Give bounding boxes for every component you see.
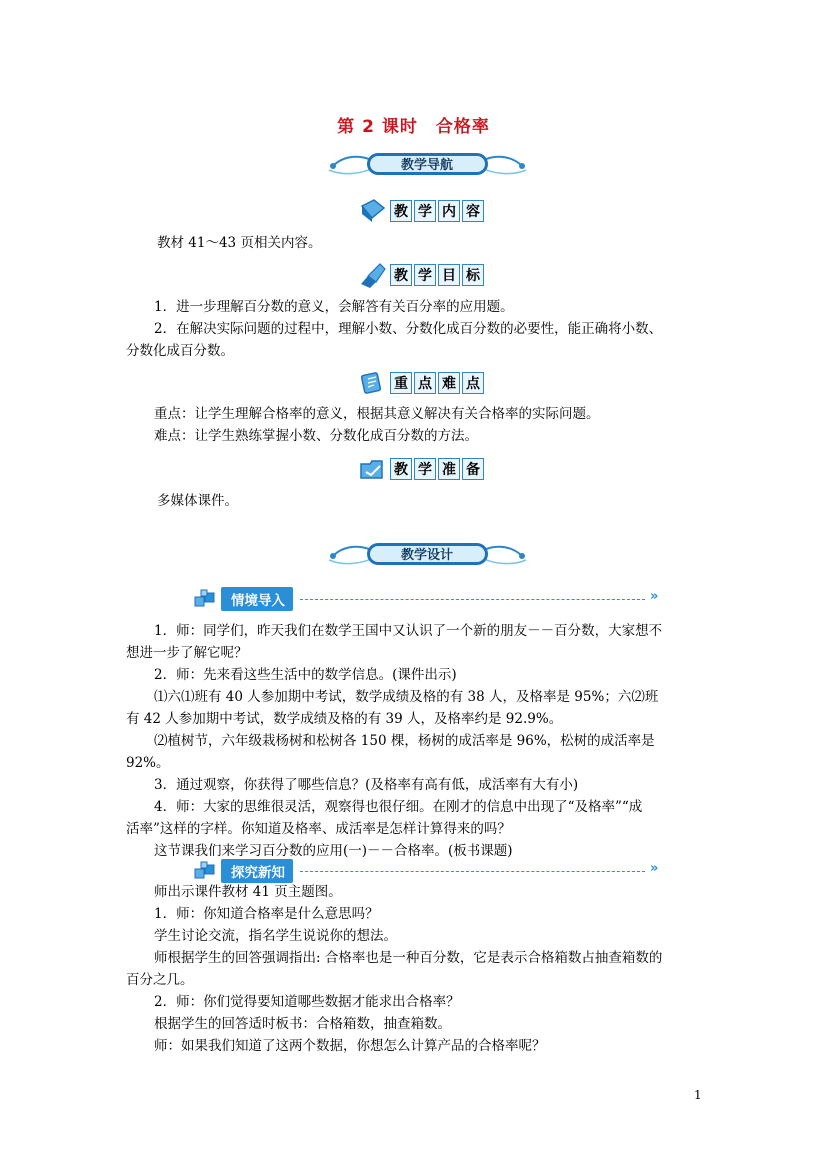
arrow-icon: » bbox=[650, 589, 659, 604]
explore-line: 百分之几。 bbox=[126, 972, 194, 988]
head-char: 点 bbox=[462, 372, 484, 394]
section-head-keypoints bbox=[358, 370, 486, 396]
explore-line: 学生讨论交流，指名学生说说你的想法。 bbox=[154, 928, 397, 944]
intro-line: 想进一步了解它呢？ bbox=[126, 645, 248, 661]
head-char: 教 bbox=[390, 458, 412, 480]
head-char: 难 bbox=[438, 372, 460, 394]
intro-line: 4．师：大家的思维很灵活，观察得也很仔细。在刚才的信息中出现了“及格率”“成 bbox=[154, 799, 643, 815]
explore-divider bbox=[300, 871, 645, 872]
head-char: 备 bbox=[462, 458, 484, 480]
intro-line: 这节课我们来学习百分数的应用(一)－－合格率。(板书课题) bbox=[154, 843, 513, 859]
intro-line: 有 42 人参加期中考试，数学成绩及格的有 39 人，及格率约是 92.9%。 bbox=[126, 711, 563, 727]
intro-tag: 情境导入 bbox=[221, 587, 293, 611]
head-char: 点 bbox=[414, 372, 436, 394]
explore-line: 根据学生的回答适时板书：合格箱数，抽查箱数。 bbox=[154, 1016, 451, 1032]
explore-line: 师：如果我们知道了这两个数据，你想怎么计算产品的合格率呢？ bbox=[154, 1038, 546, 1054]
goal-line: 分数化成百分数。 bbox=[126, 343, 234, 359]
cubes-icon bbox=[193, 589, 217, 609]
book-icon bbox=[358, 198, 386, 224]
head-char: 标 bbox=[462, 264, 484, 286]
pen-icon bbox=[358, 262, 386, 288]
goal-line: 2．在解决实际问题的过程中，理解小数、分数化成百分数的必要性，能正确将小数、 bbox=[154, 321, 663, 337]
lesson-title bbox=[0, 112, 827, 137]
banner-design-label: 教学设计 bbox=[400, 548, 454, 563]
goal-line: 1．进一步理解百分数的意义，会解答有关百分率的应用题。 bbox=[154, 299, 514, 315]
head-char: 容 bbox=[462, 200, 484, 222]
intro-line: ⑵植树节，六年级栽杨树和松树各 150 棵，杨树的成活率是 96%，松树的成活率是 bbox=[154, 733, 655, 749]
title-lesson-number: 第 2 课时 bbox=[337, 117, 418, 137]
head-char: 教 bbox=[390, 200, 412, 222]
banner-teaching-design bbox=[325, 540, 530, 568]
keypoint-line: 重点：让学生理解合格率的意义，根据其意义解决有关合格率的实际问题。 bbox=[154, 406, 600, 422]
head-char: 学 bbox=[414, 264, 436, 286]
cubes-icon bbox=[193, 861, 217, 881]
head-char: 重 bbox=[390, 372, 412, 394]
intro-line: 2．师：先来看这些生活中的数学信息。(课件出示) bbox=[154, 667, 457, 683]
page-number: 1 bbox=[694, 1088, 702, 1102]
head-char: 学 bbox=[414, 458, 436, 480]
explore-line: 师根据学生的回答强调指出: 合格率也是一种百分数，它是表示合格箱数占抽查箱数的 bbox=[154, 950, 663, 966]
intro-line: 92%。 bbox=[126, 755, 170, 771]
ribbon-explore bbox=[193, 860, 293, 882]
intro-line: 3．通过观察，你获得了哪些信息？(及格率有高有低，成活率有大有小) bbox=[154, 777, 579, 793]
folder-icon bbox=[358, 456, 386, 482]
explore-line: 1．师：你知道合格率是什么意思吗？ bbox=[154, 906, 379, 922]
banner-teaching-guide bbox=[325, 150, 530, 178]
intro-divider bbox=[300, 599, 645, 600]
head-char: 准 bbox=[438, 458, 460, 480]
explore-line: 师出示课件教材 41 页主题图。 bbox=[154, 884, 342, 900]
intro-line: 1．师：同学们，昨天我们在数学王国中又认识了一个新的朋友－－百分数，大家想不 bbox=[154, 623, 663, 639]
arrow-icon: » bbox=[650, 861, 659, 876]
ribbon-intro bbox=[193, 588, 293, 610]
content-text: 教材 41～43 页相关内容。 bbox=[157, 235, 322, 251]
section-head-prep bbox=[358, 456, 486, 482]
title-topic: 合格率 bbox=[435, 117, 490, 137]
head-char: 内 bbox=[438, 200, 460, 222]
section-head-goals bbox=[358, 262, 486, 288]
explore-tag: 探究新知 bbox=[221, 859, 293, 883]
prep-text: 多媒体课件。 bbox=[157, 493, 238, 509]
intro-line: 活率”这样的字样。你知道及格率、成活率是怎样计算得来的吗？ bbox=[126, 821, 511, 837]
notebook-icon bbox=[358, 370, 386, 396]
explore-line: 2．师：你们觉得要知道哪些数据才能求出合格率？ bbox=[154, 994, 460, 1010]
intro-line: ⑴六⑴班有 40 人参加期中考试，数学成绩及格的有 38 人，及格率是 95%；六⑵班 bbox=[154, 689, 659, 705]
banner-guide-label: 教学导航 bbox=[400, 158, 454, 173]
head-char: 学 bbox=[414, 200, 436, 222]
section-head-content bbox=[358, 198, 486, 224]
head-char: 目 bbox=[438, 264, 460, 286]
keypoint-line: 难点：让学生熟练掌握小数、分数化成百分数的方法。 bbox=[154, 428, 478, 444]
head-char: 教 bbox=[390, 264, 412, 286]
